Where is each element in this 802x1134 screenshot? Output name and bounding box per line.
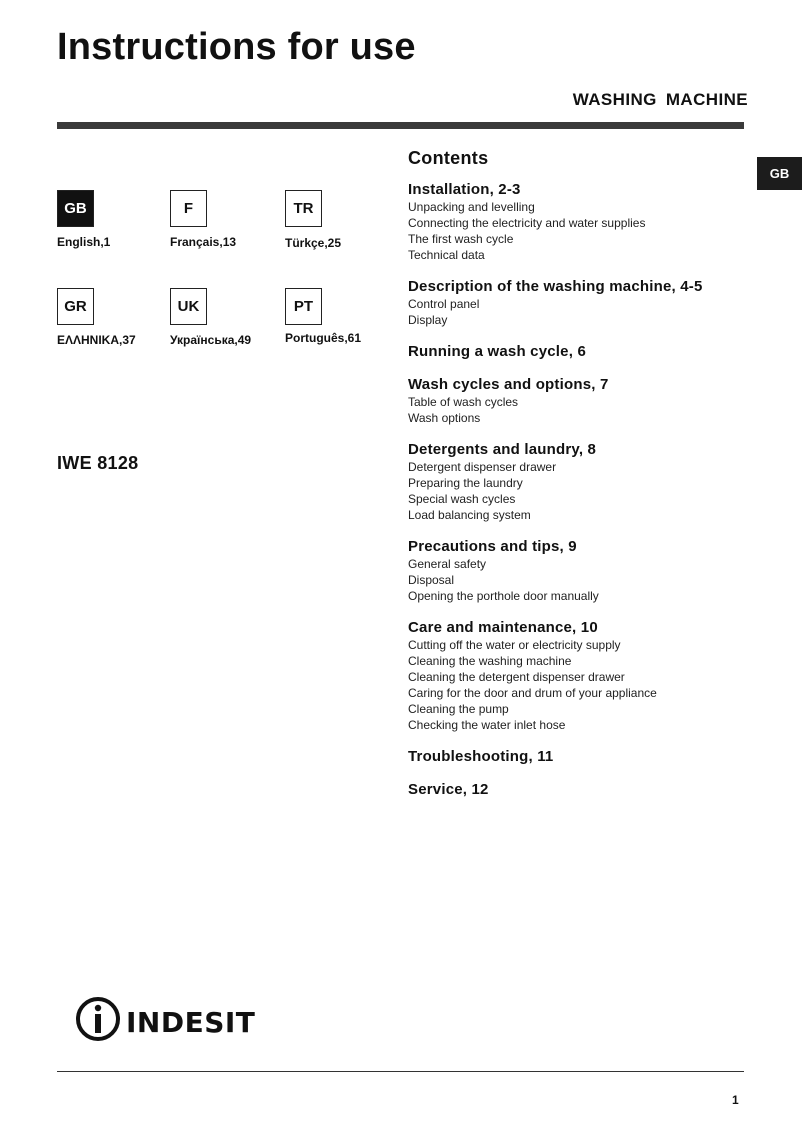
language-label: Українська,49 bbox=[170, 333, 252, 347]
language-grid bbox=[57, 190, 387, 360]
toc-section bbox=[408, 375, 758, 426]
language-label: ΕΛΛΗΝΙΚΑ,37 bbox=[57, 333, 136, 347]
toc-item[interactable]: Opening the porthole door manually bbox=[408, 589, 599, 603]
toc-section bbox=[408, 277, 758, 328]
toc-section-title[interactable]: Troubleshooting, 11 bbox=[408, 748, 554, 765]
language-code-box: F bbox=[170, 190, 207, 227]
language-code-box: TR bbox=[285, 190, 322, 227]
language-label: Português,61 bbox=[285, 331, 362, 345]
language-side-tab: GB bbox=[757, 157, 802, 190]
language-label: Türkçe,25 bbox=[285, 236, 342, 250]
language-portuguese[interactable] bbox=[285, 288, 400, 345]
toc-section-title[interactable]: Precautions and tips, 9 bbox=[408, 538, 577, 555]
page-number: 1 bbox=[732, 1093, 739, 1107]
toc-item[interactable]: Display bbox=[408, 313, 448, 327]
language-code-box: PT bbox=[285, 288, 322, 325]
language-greek[interactable] bbox=[57, 288, 172, 347]
toc-section bbox=[408, 780, 758, 799]
toc-item[interactable]: Cutting off the water or electricity supply bbox=[408, 638, 621, 652]
page-title: Instructions for use bbox=[57, 26, 416, 68]
toc-section-title[interactable]: Wash cycles and options, 7 bbox=[408, 376, 609, 393]
toc-item[interactable]: Technical data bbox=[408, 248, 485, 262]
toc-section-title[interactable]: Service, 12 bbox=[408, 781, 489, 798]
toc-item[interactable]: Load balancing system bbox=[408, 508, 531, 522]
toc-item[interactable]: Unpacking and levelling bbox=[408, 200, 535, 214]
toc-item[interactable]: Checking the water inlet hose bbox=[408, 718, 566, 732]
language-code-box: GR bbox=[57, 288, 94, 325]
language-label: English,1 bbox=[57, 235, 111, 249]
toc-section-title[interactable]: Installation, 2-3 bbox=[408, 181, 521, 198]
language-code-box: UK bbox=[170, 288, 207, 325]
toc-item[interactable]: Control panel bbox=[408, 297, 480, 311]
indesit-logo bbox=[74, 995, 274, 1043]
toc-item[interactable]: Cleaning the pump bbox=[408, 702, 509, 716]
language-french[interactable] bbox=[170, 190, 285, 249]
toc-item[interactable]: Caring for the door and drum of your appliance bbox=[408, 686, 657, 700]
toc-item[interactable]: Wash options bbox=[408, 411, 481, 425]
toc-section-title[interactable]: Care and maintenance, 10 bbox=[408, 619, 598, 636]
language-code-box: GB bbox=[57, 190, 94, 227]
toc-section-title[interactable]: Running a wash cycle, 6 bbox=[408, 343, 586, 360]
toc-item[interactable]: Connecting the electricity and water supplies bbox=[408, 216, 646, 230]
top-divider bbox=[57, 122, 744, 129]
toc-section bbox=[408, 342, 758, 361]
toc-item[interactable]: General safety bbox=[408, 557, 487, 571]
toc-item[interactable]: The first wash cycle bbox=[408, 232, 514, 246]
language-english[interactable] bbox=[57, 190, 172, 249]
language-label: Français,13 bbox=[170, 235, 237, 249]
language-ukrainian[interactable] bbox=[170, 288, 285, 347]
logo-wordmark: INDESIT bbox=[126, 1006, 256, 1039]
table-of-contents bbox=[408, 148, 758, 813]
toc-item[interactable]: Preparing the laundry bbox=[408, 476, 523, 490]
toc-item[interactable]: Table of wash cycles bbox=[408, 395, 519, 409]
toc-item[interactable]: Disposal bbox=[408, 573, 455, 587]
bottom-divider bbox=[57, 1071, 744, 1072]
product-type-subtitle: WASHING MACHINE bbox=[572, 90, 748, 109]
toc-item[interactable]: Special wash cycles bbox=[408, 492, 516, 506]
toc-section bbox=[408, 537, 758, 604]
logo-dot bbox=[95, 1005, 101, 1011]
toc-section bbox=[408, 180, 758, 263]
language-turkish[interactable] bbox=[285, 190, 400, 250]
model-number: IWE 8128 bbox=[57, 453, 139, 473]
toc-section bbox=[408, 440, 758, 523]
toc-item[interactable]: Cleaning the detergent dispenser drawer bbox=[408, 670, 625, 684]
logo-stem bbox=[95, 1014, 101, 1033]
toc-section bbox=[408, 747, 758, 766]
toc-section-title[interactable]: Detergents and laundry, 8 bbox=[408, 441, 597, 458]
toc-section bbox=[408, 618, 758, 733]
contents-heading: Contents bbox=[408, 148, 489, 168]
toc-section-title[interactable]: Description of the washing machine, 4-5 bbox=[408, 278, 703, 295]
toc-item[interactable]: Cleaning the washing machine bbox=[408, 654, 572, 668]
toc-item[interactable]: Detergent dispenser drawer bbox=[408, 460, 557, 474]
